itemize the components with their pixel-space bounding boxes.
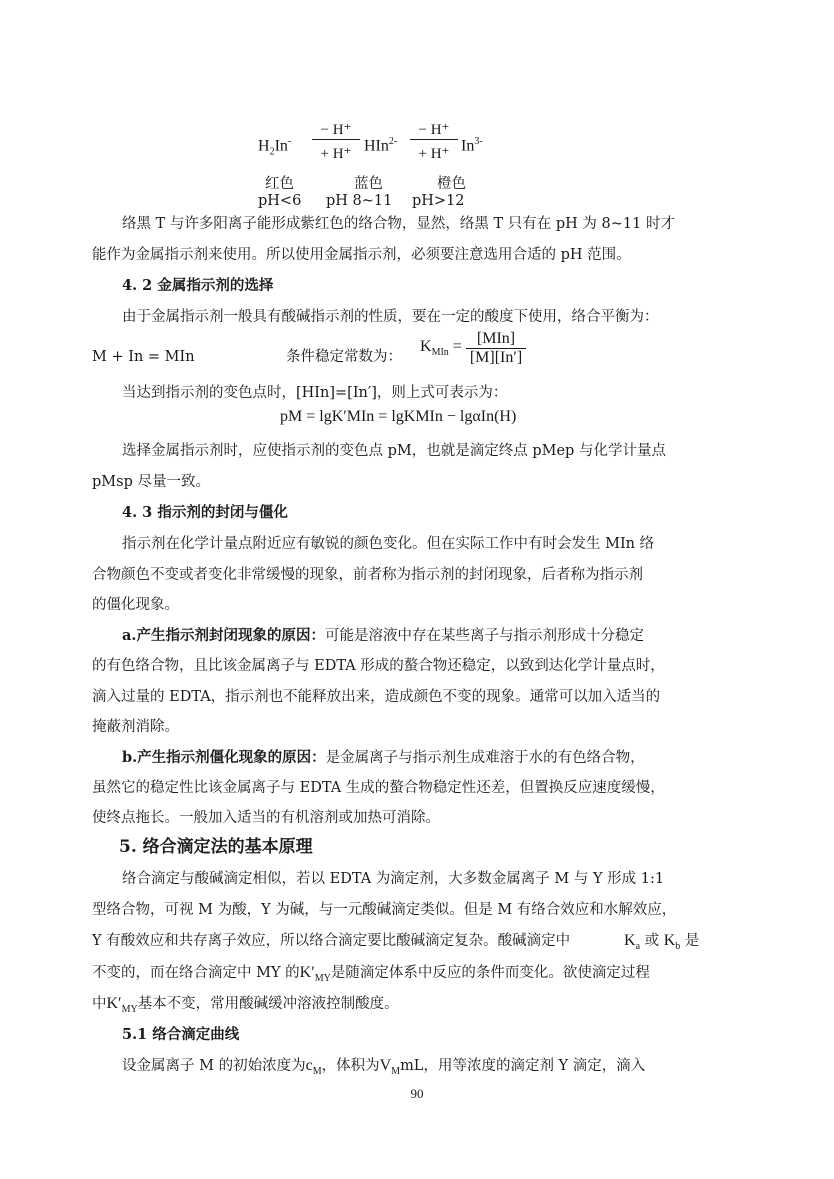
color-red: 红色 [265,176,294,192]
color-blue: 蓝色 [354,176,383,192]
paragraph-line: 型络合物，可视 M 为酸，Y 为碱，与一元酸碱滴定类似。但是 M 有络合效应和水解效应， [92,902,677,918]
paragraph-line: 由于金属指示剂一般具有酸碱指示剂的性质，要在一定的酸度下使用，络合平衡为： [122,309,659,325]
pm-formula: pM = lgK′MIn = lgKMIn − lgαIn(H) [280,408,517,425]
paragraph-line: 设金属离子 M 的初始浓度为$c_M$，体积为$V_MmL$，用等浓度的滴定剂 Y 滴定，滴入 [122,1057,646,1078]
paragraph-line: 虽然它的稳定性比该金属离子与 EDTA 生成的螯合物稳定性还差，但置换反应速度缓慢， [92,780,665,796]
paragraph-line: pMsp 尽量一致。 [92,474,210,490]
paragraph-line: 的僵化现象。 [92,597,179,613]
paragraph-line: a.产生指示剂封闭现象的原因：可能是溶液中存在某些离子与指示剂形成十分稳定 [122,627,644,644]
paragraph-line: 选择金属指示剂时，应使指示剂的变色点 pM，也就是滴定终点 pMep 与化学计量点 [122,443,666,459]
equation-label: 条件稳定常数为： [286,349,402,365]
paragraph-line: $K_a$ 或 $K_b$ 是 [624,932,700,953]
paragraph-line: 的有色络合物，且比该金属离子与 EDTA 形成的螯合物还稳定，以致到达化学计量点时， [92,658,665,674]
paragraph-line: 掩蔽剂消除。 [92,719,179,735]
paragraph-a-head: a.产生指示剂封闭现象的原因： [122,627,325,644]
paragraph-line: 能作为金属指示剂来使用。所以使用金属指示剂，必须要注意选用合适的 pH 范围。 [92,247,631,263]
stability-constant-formula: $K_{MIn}$ = $\frac{\text{[MIn]}}{[M][In']}$ [420,330,526,367]
section-heading-4-3: 4. 3 指示剂的封闭与僵化 [122,504,288,521]
paragraph-line: 不变的，而在络合滴定中 MY 的$K'_{MY}$是随滴定体系中反应的条件而变化。欲使滴定过程 [92,964,650,985]
ph-range-1: pH<6 [258,193,302,209]
paragraph-b-head: b.产生指示剂僵化现象的原因： [122,749,326,766]
ph-range-2: pH 8~11 [326,193,393,209]
equilibrium-equation: $H_2In^-$ − H⁺ + H⁺ HIn$^{2-}$ − H⁺ + H⁺ $In^{3-}$ [258,122,483,162]
paragraph-line: 滴入过量的 EDTA，指示剂也不能释放出来，造成颜色不变的现象。通常可以加入适当的 [92,689,661,705]
section-heading-5-1: 5.1 络合滴定曲线 [122,1026,240,1043]
paragraph-line: 络黑 T 与许多阳离子能形成紫红色的络合物，显然，络黑 T 只有在 pH 为 8~11 时才 [122,216,675,232]
paragraph-line: Y 有酸效应和共存离子效应，所以络合滴定要比酸碱滴定复杂。酸碱滴定中 [92,933,571,949]
section-heading-4-2: 4. 2 金属指示剂的选择 [122,277,274,294]
paragraph-line: 当达到指示剂的变色点时，[HIn]=[In′]，则上式可表示为： [122,385,508,401]
section-heading-5: 5. 络合滴定法的基本原理 [119,837,313,857]
reaction-equation: M + In = MIn [92,349,195,365]
paragraph-line: 指示剂在化学计量点附近应有敏锐的颜色变化。但在实际工作中有时会发生 MIn 络 [122,536,655,552]
ph-range-3: pH>12 [412,193,465,209]
paragraph-line: 使终点拖长。一般加入适当的有机溶剂或加热可消除。 [92,810,440,826]
page-number: 90 [410,1086,424,1101]
color-orange: 橙色 [437,176,466,192]
paragraph-line: b.产生指示剂僵化现象的原因：是金属离子与指示剂生成难溶于水的有色络合物， [122,749,645,766]
paragraph-line: 中$K'_{MY}$基本不变，常用酸碱缓冲溶液控制酸度。 [92,995,399,1016]
paragraph-line: 络合滴定与酸碱滴定相似，若以 EDTA 为滴定剂，大多数金属离子 M 与 Y 形成 1:1 [122,871,665,887]
paragraph-line: 合物颜色不变或者变化非常缓慢的现象，前者称为指示剂的封闭现象，后者称为指示剂 [92,567,643,583]
